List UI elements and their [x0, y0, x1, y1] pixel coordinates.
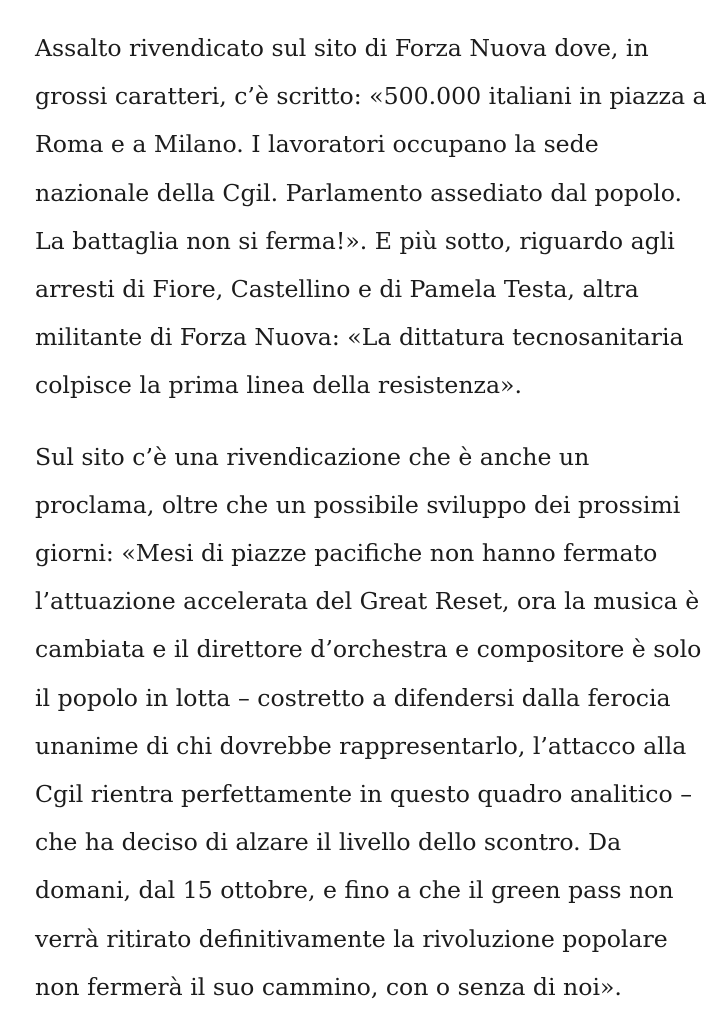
text-line: giorni: «Mesi di piazze pacifiche non hanno fermato	[35, 539, 658, 568]
paragraph-2	[35, 433, 715, 1011]
text-line: il popolo in lotta – costretto a difendersi dalla ferocia	[35, 683, 671, 712]
text-line: militante di Forza Nuova: «La dittatura tecnosanitaria	[35, 323, 684, 352]
text-line: non fermerà il suo cammino, con o senza di noi».	[35, 972, 622, 1001]
article-body	[35, 24, 715, 1011]
text-line: che ha deciso di alzare il livello dello scontro. Da	[35, 828, 622, 857]
text-line: colpisce la prima linea della resistenza».	[35, 371, 522, 400]
paragraph-1	[35, 24, 715, 410]
text-line: proclama, oltre che un possibile sviluppo dei prossimi	[35, 490, 681, 519]
text-line: domani, dal 15 ottobre, e fino a che il green pass non	[35, 876, 674, 905]
text-line: l’attuazione accelerata del Great Reset, ora la musica è	[35, 587, 700, 616]
text-line: verrà ritirato definitivamente la rivoluzione popolare	[35, 924, 668, 953]
text-line: Sul sito c’è una rivendicazione che è anche un	[35, 442, 590, 471]
text-line: cambiata e il direttore d’orchestra e compositore è solo	[35, 635, 702, 664]
text-line: Roma e a Milano. I lavoratori occupano la sede	[35, 130, 599, 159]
text-line: Cgil rientra perfettamente in questo quadro analitico –	[35, 780, 693, 809]
text-line: unanime di chi dovrebbe rappresentarlo, l’attacco alla	[35, 731, 687, 760]
text-line: arresti di Fiore, Castellino e di Pamela Testa, altra	[35, 275, 639, 304]
text-line: nazionale della Cgil. Parlamento assediato dal popolo.	[35, 178, 682, 207]
text-line: Assalto rivendicato sul sito di Forza Nuova dove, in	[35, 34, 649, 62]
text-line: grossi caratteri, c’è scritto: «500.000 italiani in piazza a	[35, 82, 707, 111]
text-line: La battaglia non si ferma!». E più sotto, riguardo agli	[35, 226, 675, 255]
